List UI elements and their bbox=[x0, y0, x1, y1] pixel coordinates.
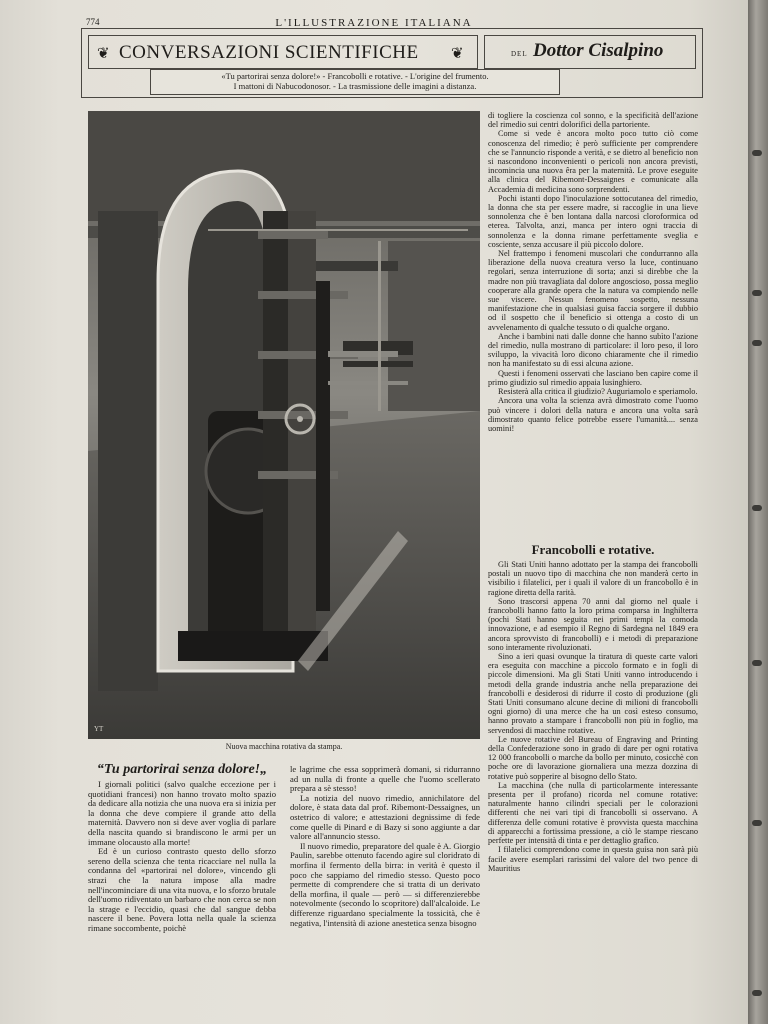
paragraph: Anche i bambini nati dalle donne che hanno subìto l'azione del rimedio, nulla mostrano di particolare: il loro peso, il loro sviluppo, la vivacità loro dicono chiaramente che il rimedio non ha manifestato su di essi alcuna azione. bbox=[488, 331, 698, 369]
photo-monogram: YT bbox=[94, 725, 104, 733]
article1-column-1 bbox=[88, 780, 276, 934]
paragraph: Questi i fenomeni osservati che lasciano ben capire come il primo giudizio sul rimedio appaia lusinghiero. bbox=[488, 368, 698, 387]
figure-caption: Nuova macchina rotativa da stampa. bbox=[225, 742, 343, 751]
paragraph: Ancora una volta la scienza avrà dimostrato come l'uomo può vincere i dolori della natura e ancora una volta sarà dimostrato quanto felice potrebbe essere l'umanità.... senza uomini! bbox=[488, 396, 698, 433]
column-masthead bbox=[81, 28, 703, 98]
paragraph: Nel frattempo i fenomeni muscolari che condurranno alla liberazione della nuova creatura verso la luce, continuano regolari, senza interruzione di sorta; anzi si direbbe che la madre non più travagliata dal dolore angoscioso, possa meglio cooperare alla grande opera che la natura va compiendo nelle sue viscere. Nessun fenomeno sospetto, nessuna manifestazione che in qualsiasi guisa faccia sorgere il dubbio od il sospetto che il beneficio si ottenga a costo di un avvelenamento di qualche tessuto o di qualche organo. bbox=[488, 249, 698, 332]
paragraph: Pochi istanti dopo l'inoculazione sottocutanea del rimedio, la donna che sta per essere madre, si raccoglie in una lieve sonnolenza che è ben lontana dalla narcosi cloroformica od eterea. Talvolta, anzi, manca per intero ogni traccia di sonnolenza e la donna rimane perfettamente sveglia e cosciente, senza accusare il più piccolo dolore. bbox=[488, 193, 698, 249]
paragraph: Come si vede è ancora molto poco tutto ciò come conoscenza del rimedio; è però sufficiente per comprendere che se l'annuncio risponde a verità, e se dietro al beneficio non si nascondono inconvenienti o pericoli non ancora previsti, incomincia una nuova êra per la maternità. Le prove eseguite alla clinica del Ribemont-Dessaignes e comunicate alla Accademia di medicina sono sorprendenti. bbox=[488, 129, 698, 194]
paragraph: La macchina (che nulla di particolarmente interessante presenta per il profano) ricorda nel comune rotative: naturalmente hanno cilindri speciali per le colorazioni differenti che nei vari tipi di francobolli si osservano. A differenza delle comuni rotative è provvista questa macchina di apparecchi a fortissima pressione, a ciò le stampe riescano perfette per intensità di tinta e per dettaglio grafico. bbox=[488, 780, 698, 846]
author-prefix: DEL bbox=[511, 50, 528, 58]
masthead-title-box bbox=[88, 35, 478, 69]
article-heading-tu-partorirai: “Tu partorirai senza dolore!„ bbox=[96, 762, 268, 777]
subtitle-line-1: «Tu partorirai senza dolore!» - Francobolli e rotative. - L'origine del frumento. bbox=[221, 71, 489, 81]
printing-press-photo bbox=[88, 111, 480, 739]
fleuron-left-icon: ❦ bbox=[97, 46, 110, 62]
paragraph: I giornali politici (salvo qualche eccezione per i quotidiani francesi) non hanno trovato molto spazio da dedicare alla notizia che una nuova era si inizia per la donna che deve compiere il grande atto della maternità. Davvero non si deve aver voglia di parlare della nascita quando si brandiscono le armi per un immane olocausto alla morte! bbox=[88, 779, 276, 847]
paragraph: Ed è un curioso contrasto questo dello sforzo sereno della scienza che tenta ricacciare nel nulla la condanna del «partorirai nel dolore», vincendo gli strazi che la natura impose alla madre nell'incominciare di una vita nuova, e lo sforzo brutale dell'uomo ridiventato un barbaro che non cerca se non la strage e l'eccidio, quasi che dal sangue debba nascere il bene. Povera lotta nella quale la scienza rimane soccombente, poichè bbox=[88, 846, 276, 933]
author-name: Dottor Cisalpino bbox=[533, 40, 664, 61]
article1-column-3 bbox=[488, 111, 698, 433]
binding-hole bbox=[752, 990, 762, 996]
article1-column-2 bbox=[290, 765, 480, 928]
masthead-title: CONVERSAZIONI SCIENTIFICHE bbox=[119, 42, 419, 63]
paragraph: Gli Stati Uniti hanno adottato per la stampa dei francobolli postali un nuovo tipo di macchina che non manderà certo in visibilio i filatelici, per i quali il valore di un francobollo è in ragione diretta della rarità. bbox=[488, 560, 698, 597]
paragraph: le lagrime che essa sopprimerà domani, si ridurranno ad un nulla di fronte a quelle che l'uomo scellerato prepara a sè stesso! bbox=[290, 764, 480, 794]
binding-hole bbox=[752, 340, 762, 346]
paragraph: di togliere la coscienza col sonno, e la specificità dell'azione del rimedio sui centri dolorifici della partoriente. bbox=[488, 111, 698, 130]
binding-hole bbox=[752, 290, 762, 296]
binding-hole bbox=[752, 820, 762, 826]
binding-hole bbox=[752, 150, 762, 156]
paragraph: I filatelici comprendono come in questa guisa non sarà più facile avere esemplari rarissimi del valore del two pence di Mauritius bbox=[488, 845, 698, 873]
page-edge bbox=[748, 0, 768, 1024]
paragraph: La notizia del nuovo rimedio, annichilatore del dolore, è stata data dal prof. Ribemont-Dessaignes, un ostetrico di valore; e attestazioni degnissime di fede come quelle di Pinard e di Bazy si sono aggiunte a dar valore all'annuncio stesso. bbox=[290, 792, 480, 842]
paragraph: Il nuovo rimedio, preparatore del quale è A. Giorgio Paulin, sarebbe ottenuto facendo agire sul cloridrato di morfina il fermento della birra: in verità è questo il poco che sappiamo del rimedio stesso. Questo poco permette di comprendere che si tratta di un derivato della morfina, il quale — però — si differenzierebbe notevolmente (secondo lo scopritore) dall'alcaloide. Le differenze riguardano specialmente la tossicità, che è negativa, l'intensità di azione anestetica senza bisogno bbox=[290, 840, 480, 928]
article2-column bbox=[488, 560, 698, 873]
article-heading-francobolli: Francobolli e rotative. bbox=[531, 542, 655, 557]
binding-hole bbox=[752, 505, 762, 511]
journal-title: L'ILLUSTRAZIONE ITALIANA bbox=[275, 17, 473, 29]
masthead-subtitle bbox=[150, 69, 560, 95]
masthead-author-box bbox=[484, 35, 696, 69]
binding-hole bbox=[752, 660, 762, 666]
subtitle-line-2: I mattoni di Nabucodonosor. - La trasmissione delle imagini a distanza. bbox=[233, 81, 477, 91]
paragraph: Sino a ieri quasi ovunque la tiratura di queste carte valori era eseguita con macchine a piccolo formato e in fogli di piccole dimensioni. Ma gli Stati Uniti vanno introducendo i metodi della grande industria anche nella preparazione dei francobolli e desiderosi di ridurre il costo di produzione (gli Stati Uniti consumano alcune decine di milioni di francobolli ogni giorno) di una merce che ha un così esteso consumo, hanno provato a stampare i francobolli non più in foglio, ma servendosi di macchine rotative. bbox=[488, 652, 698, 735]
paragraph: Resisterà alla critica il giudizio? Auguriamolo e speriamolo. bbox=[498, 387, 698, 397]
fleuron-right-icon: ❦ bbox=[451, 46, 464, 62]
page-number: 774 bbox=[86, 17, 100, 27]
paragraph: Sono trascorsi appena 70 anni dal giorno nel quale i francobolli hanno fatto la loro prima comparsa in Inghilterra (pochi Stati hanno seguita nei primi tempi la comoda innovazione, e ad esempio il Regno di Sardegna nel 1849 era ancora sprovvisto di francobolli) e i metodi di preparazione sono interamente rivoluzionati. bbox=[488, 596, 698, 652]
paragraph: Le nuove rotative del Bureau of Engraving and Printing della Confederazione sono in grado di dare per ogni rotativa 12 000 francobolli o marche da bollo per minuto, cosicchè con poche ore di lavorazione giornaliera una mezza dozzina di rotative può sopperire al bisogno dello Stato. bbox=[488, 734, 698, 781]
rotary-press-illustration bbox=[88, 111, 480, 739]
